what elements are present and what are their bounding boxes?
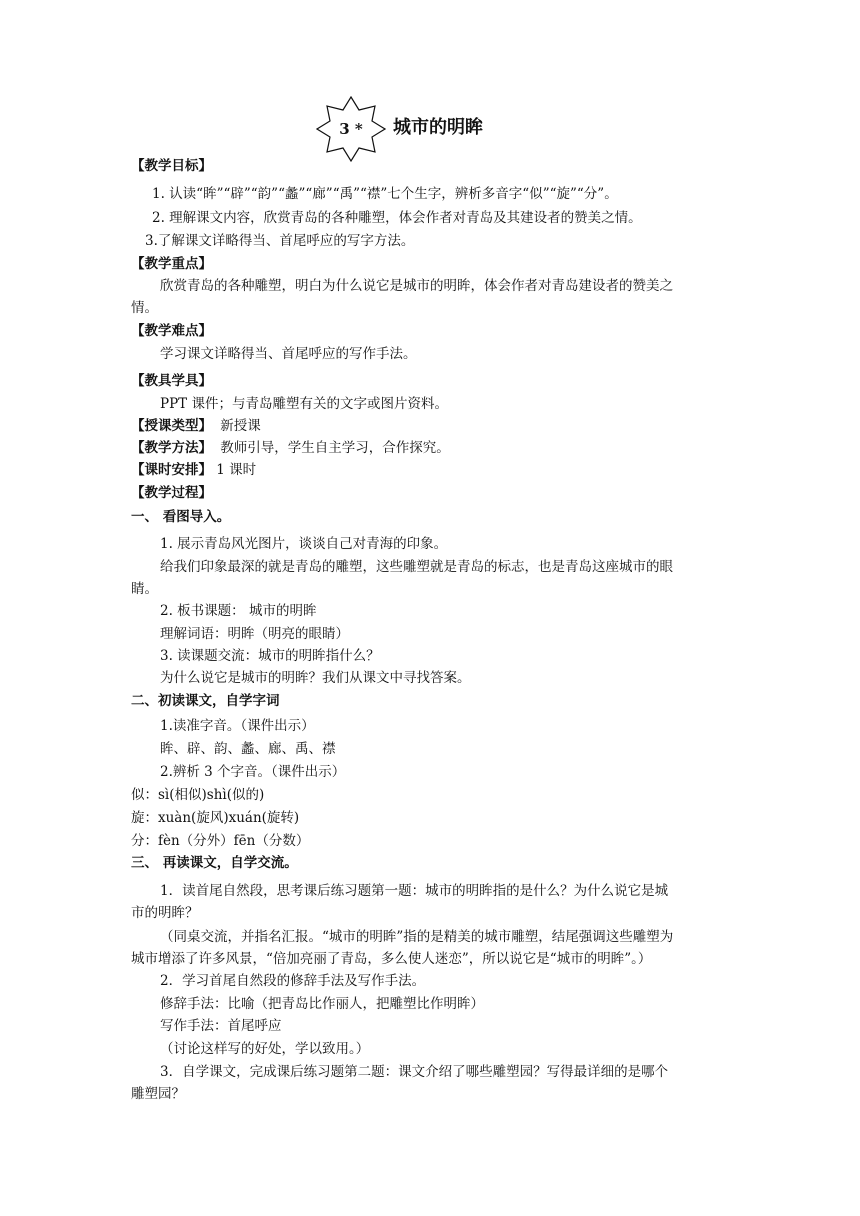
paragraph: 1. 展示青岛风光图片，谈谈自己对青海的印象。 <box>160 536 448 552</box>
paragraph: 3. 读课题交流：城市的明眸指什么？ <box>160 648 380 664</box>
paragraph: 旋：xuàn(旋风)xuán(旋转) <box>131 810 300 826</box>
paragraph-cont: 市的明眸？ <box>131 905 199 921</box>
paragraph: 眸、辟、韵、蠡、廊、禹、襟 <box>160 741 336 757</box>
difficulty-text: 学习课文详略得当、首尾呼应的写作手法。 <box>160 346 417 362</box>
method-row <box>131 438 450 458</box>
difficulty-heading: 【教学难点】 <box>131 323 212 339</box>
method-heading: 【教学方法】 <box>131 440 212 456</box>
paragraph: 为什么说它是城市的明眸？我们从课文中寻找答案。 <box>160 670 471 686</box>
lesson-title: 城市的明眸 <box>393 117 483 138</box>
paragraph: 2.辨析 3 个字音。（课件出示） <box>160 764 346 780</box>
paragraph: 2．学习首尾自然段的修辞手法及写作手法。 <box>160 973 426 989</box>
key-text-cont: 情。 <box>131 300 158 316</box>
type-heading: 【授课类型】 <box>131 418 212 434</box>
paragraph: 1.读准字音。（课件出示） <box>160 718 315 734</box>
paragraph-cont: 睛。 <box>131 581 158 597</box>
goal-item: 3.了解课文详略得当、首尾呼应的写字方法。 <box>145 233 415 249</box>
paragraph: 理解词语：明眸（明亮的眼睛） <box>160 626 349 642</box>
lesson-number-badge <box>316 96 386 162</box>
paragraph: 似：sì(相似)shì(似的) <box>131 787 265 803</box>
process-heading: 【教学过程】 <box>131 485 212 501</box>
goal-item: 1. 认读“眸”“辟”“韵”“蠡”“廊”“禹”“襟”七个生字，辨析多音字“似”“旋”“分”。 <box>152 186 618 202</box>
time-row <box>131 460 256 480</box>
paragraph: 1．读首尾自然段，思考课后练习题第一题：城市的明眸指的是什么？为什么说它是城 <box>160 883 669 899</box>
method-value: 教师引导，学生自主学习，合作探究。 <box>220 440 450 456</box>
paragraph-cont: 雕塑园？ <box>131 1086 185 1102</box>
paragraph: 2. 板书课题： 城市的明眸 <box>160 603 317 619</box>
tools-text: PPT 课件；与青岛雕塑有关的文字或图片资料。 <box>160 396 448 412</box>
tools-heading: 【教具学具】 <box>131 373 212 389</box>
paragraph: 修辞手法：比喻（把青岛比作丽人，把雕塑比作明眸） <box>160 996 484 1012</box>
goal-item: 2. 理解课文内容，欣赏青岛的各种雕塑，体会作者对青岛及其建设者的赞美之情。 <box>152 210 642 226</box>
section-heading: 三、 再读课文，自学交流。 <box>131 855 298 871</box>
paragraph-cont: 城市增添了许多风景，“倍加亮丽了青岛，多么使人迷恋”，所以说它是“城市的明眸”。） <box>131 951 652 967</box>
paragraph: （同桌交流，并指名汇报。“城市的明眸”指的是精美的城市雕塑，结尾强调这些雕塑为 <box>160 929 674 945</box>
time-value: 1 课时 <box>216 462 257 478</box>
paragraph: 给我们印象最深的就是青岛的雕塑，这些雕塑就是青岛的标志，也是青岛这座城市的眼 <box>160 559 673 575</box>
time-heading: 【课时安排】 <box>131 462 212 478</box>
key-text: 欣赏青岛的各种雕塑，明白为什么说它是城市的明眸，体会作者对青岛建设者的赞美之 <box>160 278 673 294</box>
goals-heading: 【教学目标】 <box>131 158 212 174</box>
section-heading: 二、初读课文，自学字词 <box>131 693 280 709</box>
type-row <box>131 416 261 436</box>
type-value: 新授课 <box>220 418 261 434</box>
lesson-number: 3 * <box>339 120 363 138</box>
key-heading: 【教学重点】 <box>131 256 212 272</box>
paragraph: 3．自学课文，完成课后练习题第二题：课文介绍了哪些雕塑园？写得最详细的是哪个 <box>160 1064 669 1080</box>
paragraph: 分：fèn（分外）fēn（分数） <box>131 833 310 849</box>
paragraph: 写作手法：首尾呼应 <box>160 1018 282 1034</box>
section-heading: 一、 看图导入。 <box>131 509 231 525</box>
paragraph: （讨论这样写的好处，学以致用。） <box>160 1041 370 1057</box>
